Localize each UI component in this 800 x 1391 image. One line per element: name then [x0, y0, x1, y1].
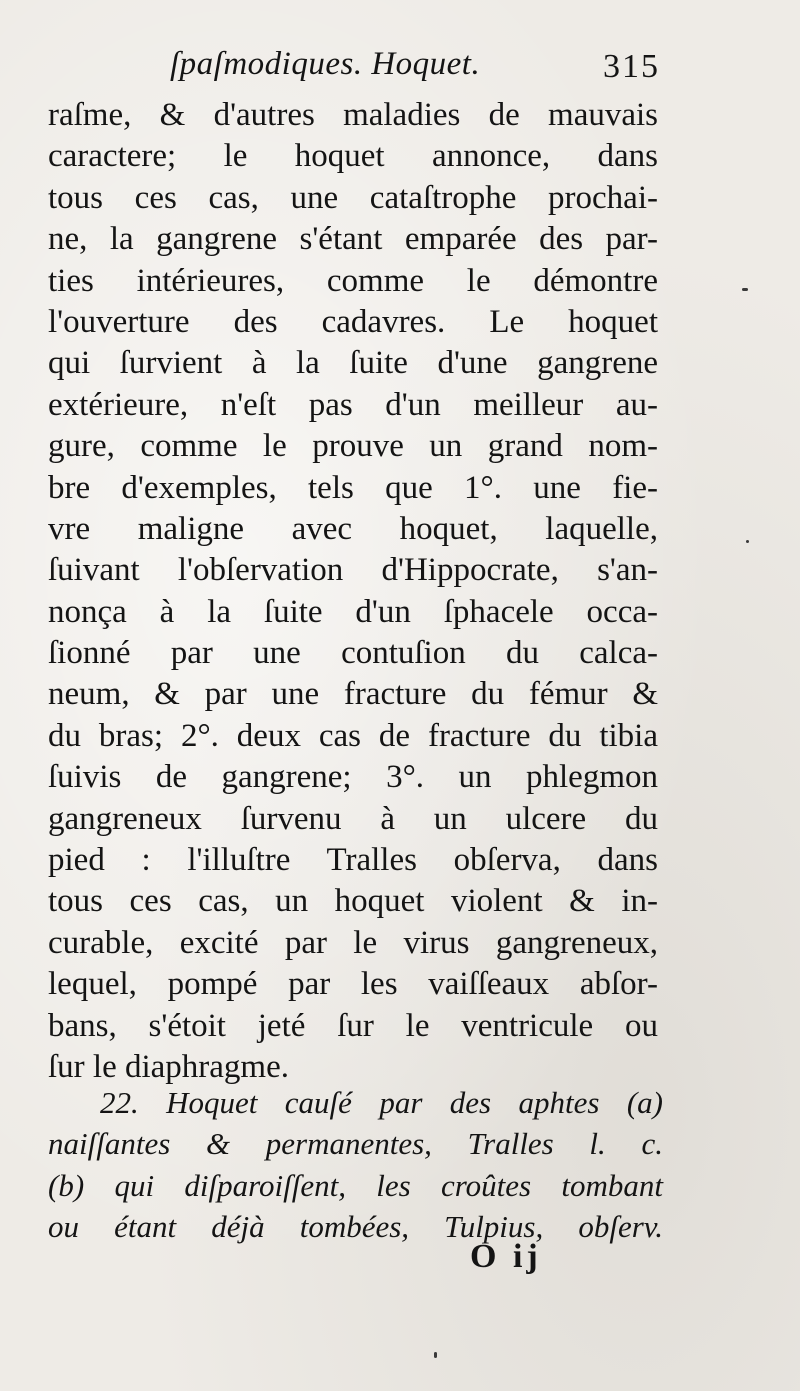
body-text — [48, 95, 658, 1088]
body-line: ties intérieures, comme le démontre — [48, 262, 658, 299]
body-line: curable, excité par le virus gangreneux, — [48, 924, 658, 961]
body-line: bans, s'étoit jeté ſur le ventricule ou — [48, 1007, 658, 1044]
ink-speck — [742, 288, 748, 291]
body-line: ne, la gangrene s'étant emparée des par- — [48, 221, 658, 258]
body-line: pied : l'illuſtre Tralles obſerva, dans — [48, 842, 658, 879]
note-line: ou étant déjà tombées, Tulpius, obſerv. — [48, 1209, 663, 1245]
note-line: 22. Hoquet cauſé par des aphtes (a) — [100, 1085, 663, 1120]
body-line: vre maligne avec hoquet, laquelle, — [48, 510, 658, 547]
note-line: (b) qui diſparoiſſent, les croûtes tombant — [48, 1167, 663, 1203]
numbered-note — [48, 1082, 663, 1248]
body-line: du bras; 2°. deux cas de fracture du tibia — [48, 717, 658, 754]
note-line: naiſſantes & permanentes, Tralles l. c. — [48, 1126, 663, 1162]
body-line: gangreneux ſurvenu à un ulcere du — [48, 800, 658, 837]
page-header — [170, 46, 660, 94]
running-title: ſpaſmodiques. Hoquet. — [170, 46, 481, 82]
body-line: bre d'exemples, tels que 1°. une fie- — [48, 469, 658, 506]
body-line: ſuivis de gangrene; 3°. un phlegmon — [48, 759, 658, 796]
ink-speck — [434, 1352, 437, 1358]
body-line: nonça à la ſuite d'un ſphacele occa- — [48, 593, 658, 630]
body-line: qui ſurvient à la ſuite d'une gangrene — [48, 345, 658, 382]
body-line: gure, comme le prouve un grand nom- — [48, 428, 658, 465]
body-line: tous ces cas, une cataſtrophe prochai- — [48, 179, 658, 216]
body-line: ſur le diaphragme. — [48, 1048, 289, 1085]
body-line: tous ces cas, un hoquet violent & in- — [48, 883, 658, 920]
body-line: ſuivant l'obſervation d'Hippocrate, s'an- — [48, 552, 658, 589]
ink-speck — [746, 540, 749, 543]
body-line: ſionné par une contuſion du calca- — [48, 635, 658, 672]
signature-mark: O ij — [470, 1238, 542, 1275]
body-line: caractere; le hoquet annonce, dans — [48, 138, 658, 175]
body-line: neum, & par une fracture du fémur & — [48, 676, 658, 713]
page-number: 315 — [603, 48, 660, 85]
body-line: raſme, & d'autres maladies de mauvais — [48, 97, 658, 133]
body-line: lequel, pompé par les vaiſſeaux abſor- — [48, 966, 658, 1003]
body-line: extérieure, n'eſt pas d'un meilleur au- — [48, 386, 658, 423]
body-line: l'ouverture des cadavres. Le hoquet — [48, 303, 658, 340]
